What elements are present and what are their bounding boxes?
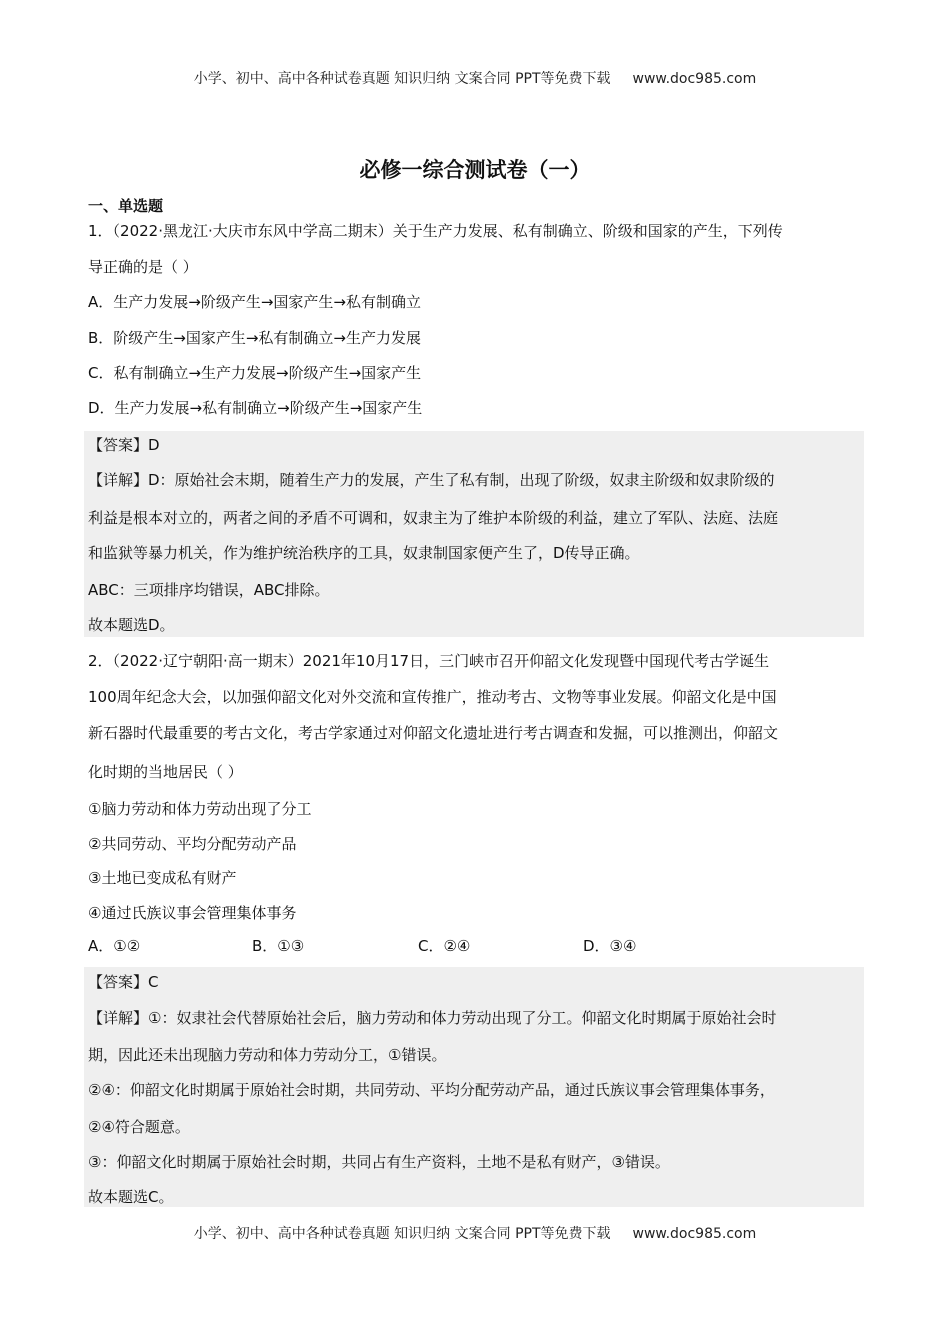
q2-item: ①脑力劳动和体力劳动出现了分工 xyxy=(88,800,312,818)
q2-stem: 100周年纪念大会，以加强仰韶文化对外交流和宣传推广，推动考古、文物等事业发展。仰韶文化是中国 xyxy=(88,688,777,706)
q1-answer: 【答案】D xyxy=(88,436,160,454)
header-url: www.doc985.com xyxy=(632,71,757,87)
q1-option-d: D．生产力发展→私有制确立→阶级产生→国家产生 xyxy=(88,399,423,417)
q2-explain: ②④符合题意。 xyxy=(88,1118,190,1136)
q1-option-c: C．私有制确立→生产力发展→阶级产生→国家产生 xyxy=(88,364,422,382)
q1-option-a: A．生产力发展→阶级产生→国家产生→私有制确立 xyxy=(88,293,421,311)
page-footer xyxy=(0,1224,950,1244)
q2-item: ④通过氏族议事会管理集体事务 xyxy=(88,904,297,922)
q1-answer-box xyxy=(84,431,864,637)
header-text: 小学、初中、高中各种试卷真题 知识归纳 文案合同 PPT等免费下载 xyxy=(193,71,611,87)
q2-stem: 2．（2022·辽宁朝阳·高一期末）2021年10月17日，三门峡市召开仰韶文化发现暨中国现代考古学诞生 xyxy=(88,652,770,670)
q1-option-b: B．阶级产生→国家产生→私有制确立→生产力发展 xyxy=(88,329,421,347)
q2-explain: ②④：仰韶文化时期属于原始社会时期，共同劳动、平均分配劳动产品，通过氏族议事会管理集体事务， xyxy=(88,1081,775,1099)
q2-explain: ③：仰韶文化时期属于原始社会时期，共同占有生产资料，土地不是私有财产，③错误。 xyxy=(88,1153,670,1171)
q2-stem: 新石器时代最重要的考古文化，考古学家通过对仰韶文化遗址进行考古调查和发掘，可以推测出，仰韶文 xyxy=(88,724,779,742)
footer-url: www.doc985.com xyxy=(632,1226,757,1242)
q2-explain: 【详解】①：奴隶社会代替原始社会后，脑力劳动和体力劳动出现了分工。仰韶文化时期属于原始社会时 xyxy=(88,1009,777,1027)
q2-stem: 化时期的当地居民（ ） xyxy=(88,763,243,781)
q1-stem: 1．（2022·黑龙江·大庆市东风中学高二期末）关于生产力发展、私有制确立、阶级和国家的产生，下列传 xyxy=(88,222,783,240)
q2-item: ③土地已变成私有财产 xyxy=(88,869,237,887)
q1-stem: 导正确的是（ ） xyxy=(88,258,198,276)
q2-option-a: A．①② xyxy=(88,937,141,955)
q2-option-c: C．②④ xyxy=(418,937,471,955)
page-title: 必修一综合测试卷（一） xyxy=(359,158,591,182)
q1-explain: 利益是根本对立的，两者之间的矛盾不可调和，奴隶主为了维护本阶级的利益，建立了军队、法庭、法庭 xyxy=(88,509,779,527)
q1-explain: ABC：三项排序均错误，ABC排除。 xyxy=(88,581,330,599)
page-header xyxy=(0,69,950,89)
q1-explain: 和监狱等暴力机关，作为维护统治秩序的工具，奴隶制国家便产生了，D传导正确。 xyxy=(88,544,640,562)
q2-option-d: D．③④ xyxy=(583,937,637,955)
q2-explain: 故本题选C。 xyxy=(88,1188,174,1206)
q2-item: ②共同劳动、平均分配劳动产品 xyxy=(88,835,297,853)
section-heading: 一、单选题 xyxy=(88,197,164,215)
q2-explain: 期，因此还未出现脑力劳动和体力劳动分工，①错误。 xyxy=(88,1046,447,1064)
q2-answer: 【答案】C xyxy=(88,973,159,991)
footer-text: 小学、初中、高中各种试卷真题 知识归纳 文案合同 PPT等免费下载 xyxy=(193,1226,611,1242)
q1-explain: 【详解】D：原始社会末期，随着生产力的发展，产生了私有制，出现了阶级，奴隶主阶级和奴隶阶级的 xyxy=(88,471,775,489)
q1-explain: 故本题选D。 xyxy=(88,616,175,634)
q2-option-b: B．①③ xyxy=(252,937,305,955)
